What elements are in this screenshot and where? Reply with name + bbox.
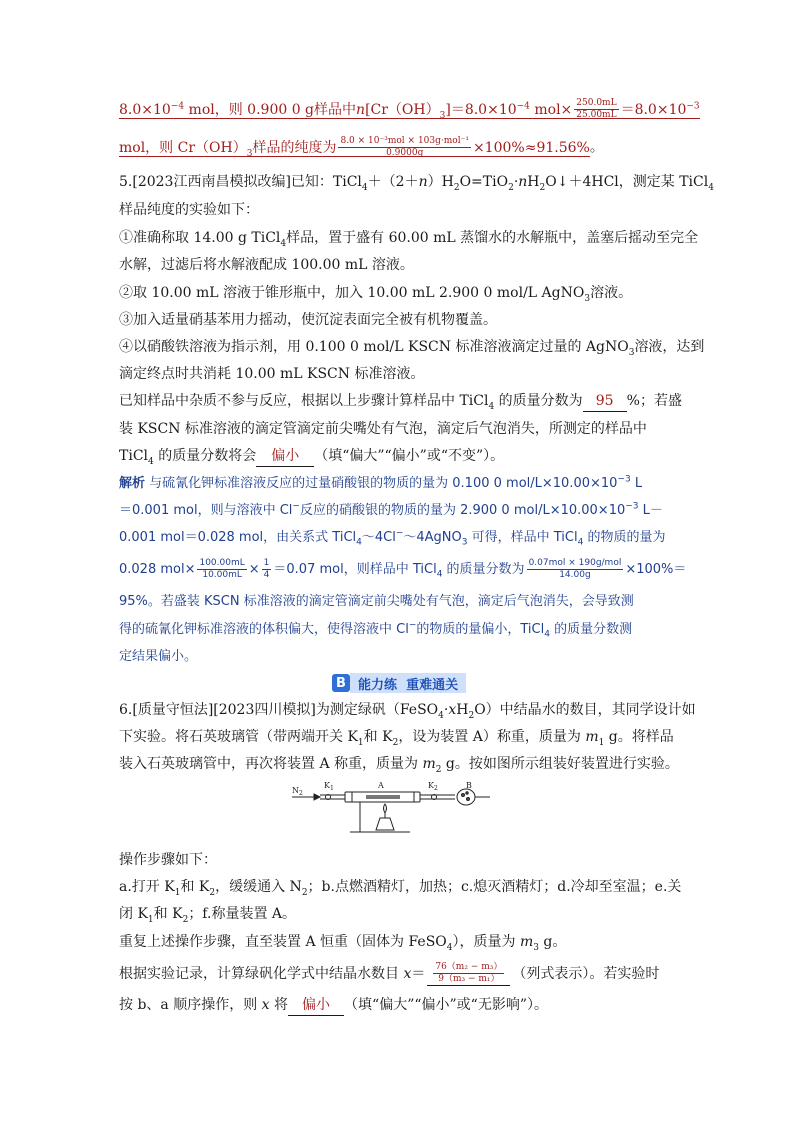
analysis-line-5: 95%。若盛装 KSCN 标准溶液的滴定管滴定前尖嘴处有气泡，滴定后气泡消失，会导致测 (119, 594, 634, 609)
q6-line-3: 装入石英玻璃管中，再次将装置 A 称重，质量为 $m_2$ g。按如图所示组装好装置进行实验。 (119, 756, 679, 775)
answer-text: $8.0\times 10^{-4}$ mol，则 0.900 0 g样品中$n[Cr(OH)_3]=8.0\times 10^{-4}$ mol× $\frac{250.0mL}{25.00mL}$ $=8.0\times 10^{-3}$ (119, 98, 700, 121)
flame (384, 804, 387, 813)
q5-step-1: ①准确称取 14.00 g TiCl$_4$样品，置于盛有 60.00 mL 蒸馏水的水解瓶中，盖塞后摇动至完全 (119, 230, 699, 249)
analysis-line-4: 0.028 mol× $\frac{100.00mL}{10.00mL}$ × $\frac{1}{4}$ ＝0.07 mol，则样品中 TiCl$_4$ 的质量分数为 $\frac{\text{0.07mol × 190g/mol}}{14.00g}$ ×100%＝ (119, 558, 687, 580)
label-k1: $K_1$ (324, 781, 334, 792)
q5-known-3: TiCl$_4$ 的质量分数将会 偏小 （填“偏大”“偏小”或“不变”）。 (119, 448, 505, 467)
fraction: $\frac{100.00mL}{10.00mL}$ (199, 558, 245, 580)
flow-arrow (314, 794, 320, 800)
q6-steps-1: a.打开 $K_1$和 $K_2$，缓缓通入 $N_2$；b.点燃酒精灯，加热；c.熄灭酒精灯；d.冷却至室温；e.关 (119, 879, 682, 898)
q6-line-1: 6.[质量守恒法][2023四川模拟]为测定绿矾$(FeSO_4\cdot xH_2O)$中结晶水的数目，其同学设计如 (119, 702, 696, 721)
q6-calc: 根据实验记录，计算绿矾化学式中结晶水数目 x＝ $\frac{\text{76（m₂ − m₃）}}{\text{9（m₃ − m₁）}}$ （列式表示）。若实验时 (119, 962, 660, 984)
label-n2: $N_2$ (292, 786, 303, 797)
fraction: $\frac{1}{4}$ (263, 558, 270, 580)
section-badge-icon: B (332, 674, 350, 692)
answer-blank-1: 95 (583, 391, 627, 412)
answer-blank-3: 偏小 (288, 995, 344, 1016)
q5-step-4: ④以硝酸铁溶液为指示剂，用 0.100 0 mol/L KSCN 标准溶液滴定过量的 AgNO$_3$溶液，达到 (119, 339, 705, 358)
drying-tube-b (457, 789, 475, 805)
answer-text: mol，则 $Cr(OH)_3$样品的纯度为 $\frac{\text{8.0 × 10⁻³mol × 103g·mol⁻¹}}{0.9000g}$ ×100%≈91.56% (119, 136, 590, 159)
apparatus-figure (290, 780, 510, 840)
q5-step-1-cont: 水解，过滤后将水解液配成 100.00 mL 溶液。 (119, 257, 414, 273)
q6-repeat: 重复上述操作步骤，直至装置 A 恒重（固体为 FeSO$_4$），质量为 $m_3$ g。 (119, 934, 567, 953)
answer-line-1 (119, 98, 700, 121)
analysis-line-2: ＝0.001 mol，则与溶液中 Cl−反应的硝酸银的物质的量为 2.900 0 mol/$L\times 10.00\times 10^{-3}$ L－ (119, 501, 663, 518)
q5-known-1: 已知样品中杂质不参与反应，根据以上步骤计算样品中 TiCl$_4$ 的质量分数为 95 %；若盛 (119, 393, 682, 412)
alcohol-lamp (376, 818, 394, 830)
q6-steps-2: 闭 $K_1$和 $K_2$；f.称量装置 A。 (119, 906, 297, 925)
label-b: B (466, 781, 472, 790)
analysis-line-3: 0.001 mol＝0.028 mol，由关系式 TiCl$_4$～4Cl−～4AgNO$_3$ 可得，样品中 TiCl$_4$ 的物质的量为 (119, 528, 666, 548)
q6-last: 按 b、a 顺序操作，则 x 将 偏小 （填“偏大”“偏小”或“无影响”）。 (119, 995, 679, 1016)
analysis-label: 解析 (119, 476, 146, 491)
q5-known-2: 装 KSCN 标准溶液的滴定管滴定前尖嘴处有气泡，滴定后气泡消失，所测定的样品中 (119, 421, 647, 437)
label-a: A (378, 781, 384, 790)
section-badge: B 能力练 重难通关 (332, 673, 466, 693)
q6-steps-title: 操作步骤如下： (119, 852, 217, 868)
answer-line-2: mol，则 $Cr(OH)_3$样品的纯度为 $\frac{\text{8.0 × 10⁻³mol × 103g·mol⁻¹}}{0.9000g}$ ×100%≈91.56%。 (119, 136, 604, 159)
q6-line-2: 下实验。将石英玻璃管（带两端开关 $K_1$和 $K_2$，设为装置 A）称重，质量为 $m_1$ g。将样品 (119, 729, 674, 748)
fraction: $\frac{\text{8.0 × 10⁻³mol × 103g·mol⁻¹}}{0.9000g}$ (340, 136, 469, 158)
fraction: $\frac{\text{0.07mol × 190g/mol}}{14.00g}$ (528, 558, 622, 580)
q5-step-3: ③加入适量硝基苯用力摇动，使沉淀表面完全被有机物覆盖。 (119, 312, 497, 328)
analysis-line-6: 得的硫氰化钾标准溶液的体积偏大，使得溶液中 Cl−的物质的量偏小，TiCl$_4$ 的质量分数测 (119, 620, 633, 640)
answer-blank-formula: $\frac{\text{76（m₂ − m₃）}}{\text{9（m₃ − m₁）}}$ (427, 962, 510, 986)
q5-step-4-cont: 滴定终点时共消耗 10.00 mL KSCN 标准溶液。 (119, 366, 425, 382)
analysis-line-1: 解析 与硫氰化钾标准溶液反应的过量硝酸银的物质的量为 0.100 0 mol/$L\times 10.00\times 10^{-3}$ L (119, 474, 643, 491)
label-k2: $K_2$ (428, 781, 438, 792)
sample (366, 795, 400, 799)
answer-blank-2: 偏小 (256, 446, 314, 467)
q5-line-2: 样品纯度的实验如下： (119, 202, 259, 218)
q5-step-2: ②取 10.00 mL 溶液于锥形瓶中，加入 10.00 mL 2.900 0 mol/L AgNO$_3$溶液。 (119, 285, 633, 304)
analysis-line-7: 定结果偏小。 (119, 649, 198, 664)
q5-line-1: 5.[2023江西南昌模拟改编]已知：$TiCl_4+(2+n)H_2O=TiO_2\cdot nH_2O↓+4HCl$，测定某 TiCl$_4$ (119, 174, 714, 193)
fraction: $\frac{250.0mL}{25.00mL}$ (576, 98, 617, 120)
